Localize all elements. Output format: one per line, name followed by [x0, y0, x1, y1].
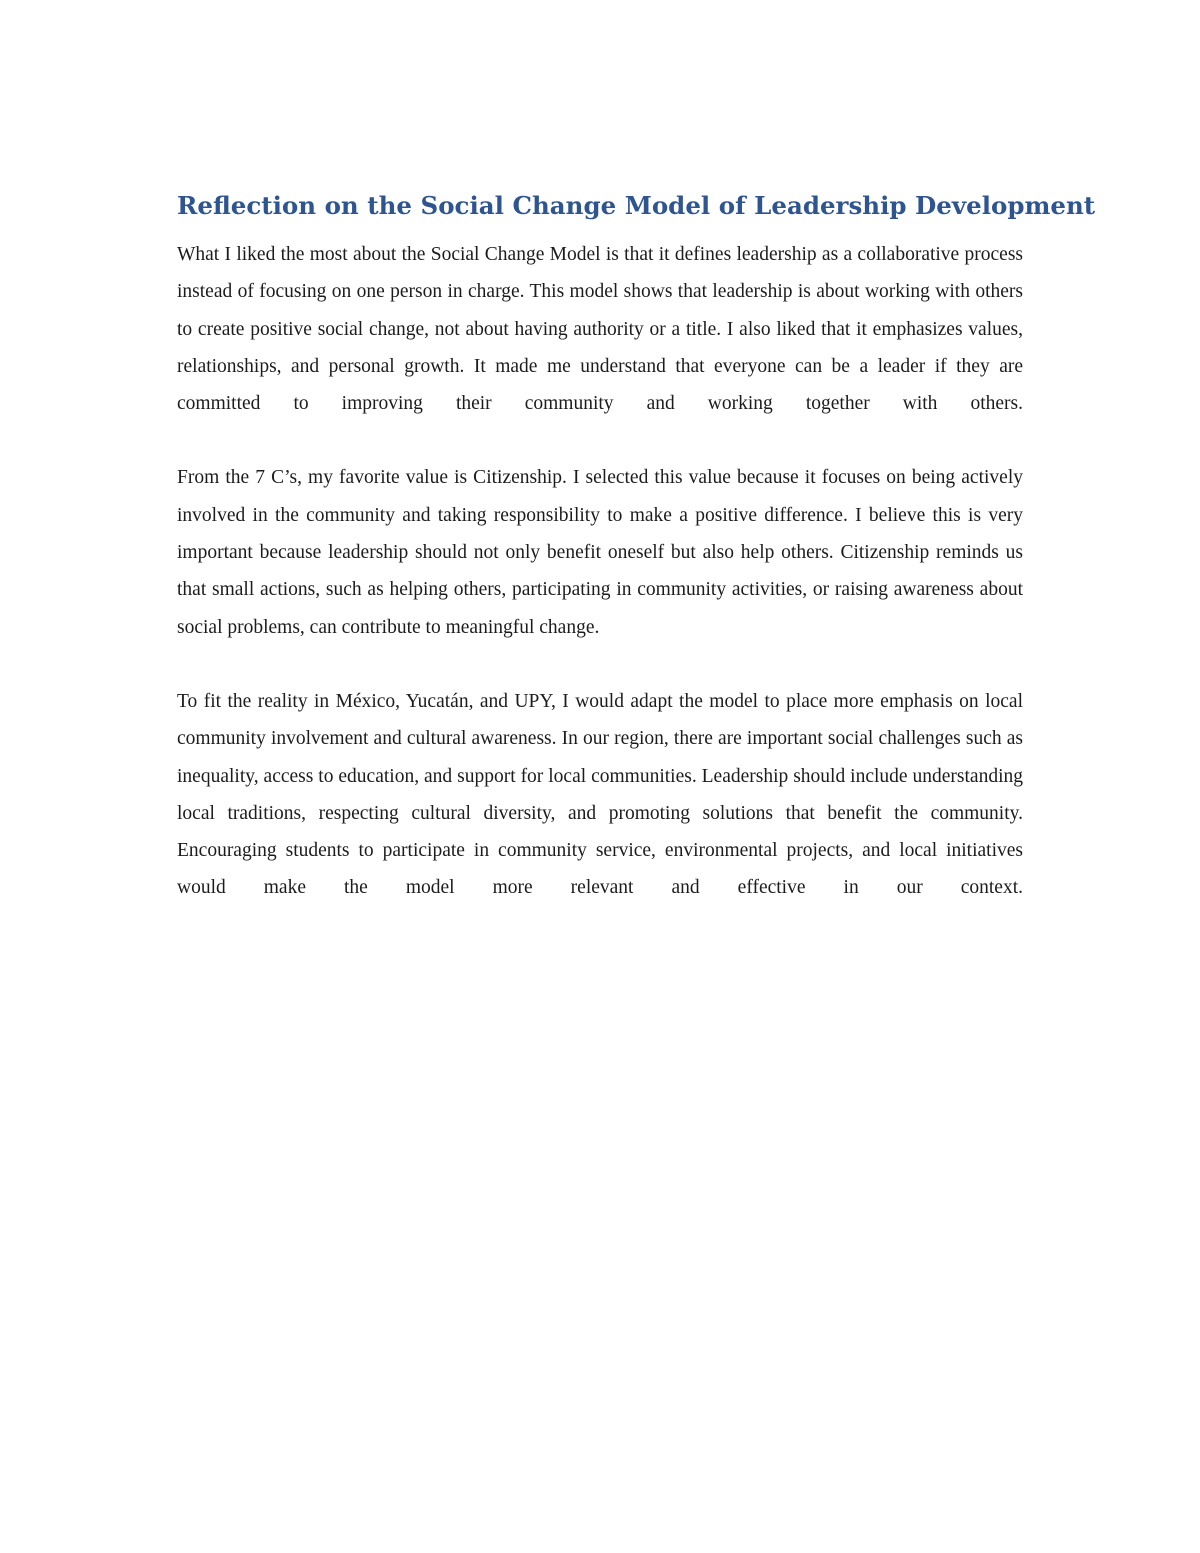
paragraph-local-adaptation: To fit the reality in México, Yucatán, and UPY, I would adapt the model to place more emphasis on local community involvement and cultural awareness. In our region, there are important social challenges such as inequality, access to education, and support for local communities. Leadership should include understanding local traditions, respecting cultural diversity, and promoting solutions that benefit the community. Encouraging students to participate in community service, environmental projects, and local initiatives would make the model more relevant and effective in our context.: [177, 690, 1023, 899]
document-title: Reflection on the Social Change Model of Leadership Development: [177, 191, 1096, 220]
paragraph-leadership-definition: What I liked the most about the Social Change Model is that it defines leadership as a collaborative process instead of focusing on one person in charge. This model shows that leadership is about working with others to create positive social change, not about having authority or a title. I also liked that it emphasizes values, relationships, and personal growth. It made me understand that everyone can be a leader if they are committed to improving their community and working together with others.: [177, 244, 1023, 415]
document-page: [177, 188, 1096, 907]
paragraph-citizenship: From the 7 C’s, my favorite value is Citizenship. I selected this value because it focuses on being actively involved in the community and taking responsibility to make a positive difference. I believe this is very important because leadership should not only benefit oneself but also help others. Citizenship reminds us that small actions, such as helping others, participating in community activities, or raising awareness about social problems, can contribute to meaningful change.: [177, 467, 1023, 638]
